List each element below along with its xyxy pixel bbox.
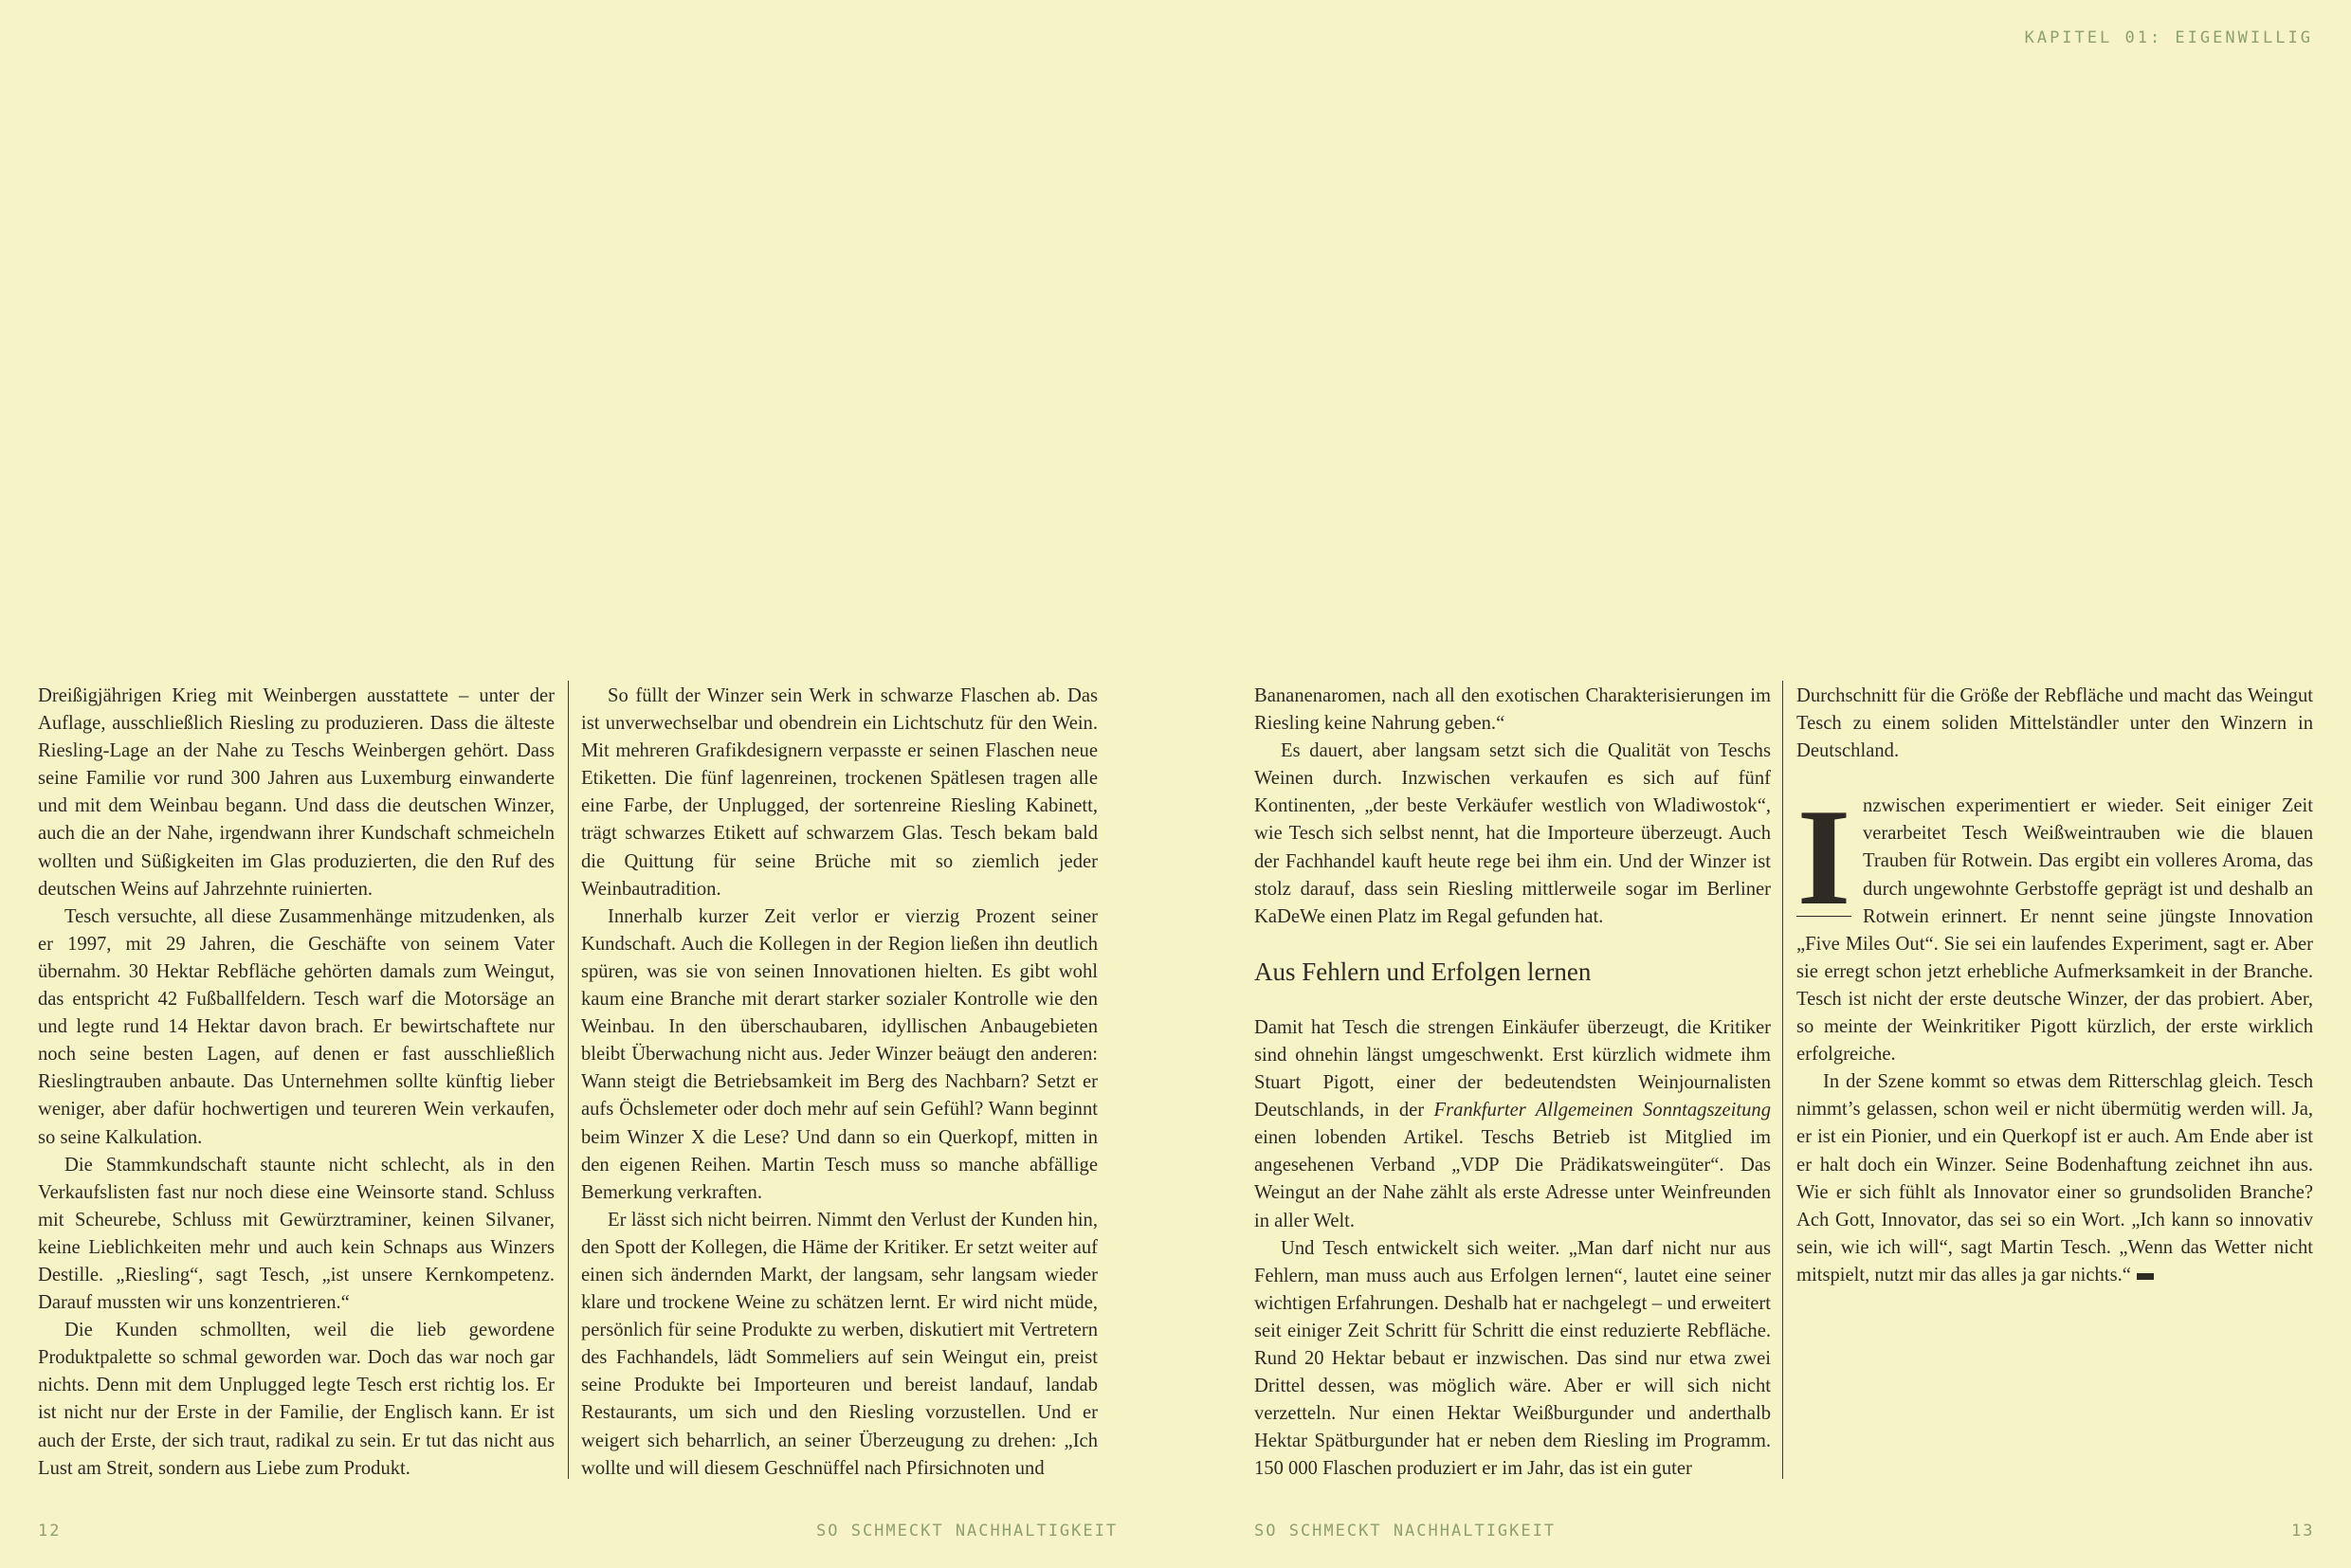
body-paragraph (1796, 1068, 2313, 1289)
body-paragraph: Bananenaromen, nach all den exotischen Charakterisierungen im Riesling keine Nahrung geben.“ (1254, 685, 1771, 735)
text-column-4 (1796, 683, 2313, 1289)
body-paragraph: Tesch versuchte, all diese Zusammenhänge mitzudenken, als er 1997, mit 29 Jahren, die Geschäfte von seinem Vater übernahm. 30 Hektar Rebfläche gehörten damals zum Weingut, das entspricht 42 Fußballfeldern. Tesch warf die Motorsäge an und legte rund 14 Hektar davon brach. Er bewirtschaftete nur noch seine besten Lagen, auf denen er fast ausschließlich Rieslingtrauben anbaute. Das Unternehmen sollte künftig lieber weniger, aber dafür hochwertigen und teureren Wein verkaufen, so seine Kalkulation. (38, 905, 555, 1148)
body-paragraph: Und Tesch entwickelt sich weiter. „Man darf nicht nur aus Fehlern, man muss auch aus Erfolgen lernen“, lautet eine seiner wichtigen Erfahrungen. Deshalb hat er nachgelegt – und erweitert seit einiger Zeit Schritt für Schritt die einst reduzierte Rebfläche. Rund 20 Hektar bebaut er inzwischen. Das sind nur etwa zwei Drittel dessen, was möglich wäre. Aber er will sich nicht verzetteln. Nur einen Hektar Weißburgunder und anderthalb Hektar Spätburgunder hat er neben dem Riesling im Programm. 150 000 Flaschen produziert er im Jahr, das ist ein guter (1254, 1237, 1771, 1480)
text-column-2 (581, 683, 1098, 1483)
footer-title-right: SO SCHMECKT NACHHALTIGKEIT (1254, 1522, 1557, 1541)
text-column-1 (38, 683, 555, 1483)
body-paragraph: Innerhalb kurzer Zeit verlor er vierzig Prozent seiner Kundschaft. Auch die Kollegen in der Region ließen ihn deutlich spüren, was sie von seinen Innovationen hielten. Es gibt wohl kaum eine Branche mit derart starker sozialer Kontrolle wie den Weinbau. In den überschaubaren, idyllischen Anbaugebieten bleibt Überwachung nicht aus. Jeder Winzer beäugt den anderen: Wann steigt die Betriebsamkeit im Berg des Nachbarn? Setzt er aufs Öchslemeter oder doch mehr auf sein Gefühl? Wann beginnt beim Winzer X die Lese? Und dann so ein Querkopf, mitten in den eigenen Reihen. Martin Tesch muss so manche abfällige Bemerkung verkraften. (581, 905, 1098, 1203)
end-mark (2137, 1273, 2154, 1280)
dropcap-paragraph (1796, 780, 2313, 1068)
body-paragraph: Die Kunden schmollten, weil die lieb gewordene Produktpalette so schmal geworden war. Doch das war noch gar nichts. Denn mit dem Unplugged legte Tesch erst richtig los. Er ist nicht nur der Erste in der Familie, der Englisch kann. Er ist auch der Erste, der sich traut, radikal zu sein. Er tut das nicht aus Lust am Streit, sondern aus Liebe zum Produkt. (38, 1320, 555, 1479)
body-text: Damit hat Tesch die strengen Einkäufer überzeugt, die Kritiker sind ohnehin längst umgeschwenkt. Erst kürzlich widmete ihm Stuart Pigott, einer der bedeutendsten Weinjournalisten Deutschlands, in der (1254, 1016, 1771, 1121)
footer-title-left: SO SCHMECKT NACHHALTIGKEIT (816, 1522, 1119, 1541)
dropcap-block (1796, 780, 1851, 935)
column-divider (568, 681, 569, 1479)
running-head: KAPITEL 01: EIGENWILLIG (2024, 28, 2313, 47)
text-column-3 (1254, 683, 1771, 1483)
body-paragraph: Durchschnitt für die Größe der Rebfläche und macht das Weingut Tesch zu einem soliden Mittelständler unter den Winzern in Deutschland. (1796, 685, 2313, 762)
body-paragraph (1254, 1014, 1771, 1235)
body-paragraph: So füllt der Winzer sein Werk in schwarze Flaschen ab. Das ist unverwechselbar und obendrein ein Lichtschutz für den Wein. Mit mehreren Grafikdesignern verpasste er seinen Flaschen neue Etiketten. Die fünf lagenreinen, trockenen Spätlesen tragen alle eine Farbe, der Unplugged, der sortenreine Riesling Kabinett, trägt schwarzes Etikett auf schwarzem Glas. Tesch bekam bald die Quittung für seine Brüche mit so ziemlich jeder Weinbautradition. (581, 685, 1098, 900)
column-divider (1782, 681, 1783, 1479)
page-number-left: 12 (38, 1522, 62, 1541)
section-subheading: Aus Fehlern und Erfolgen lernen (1254, 957, 1592, 986)
publication-title: Frankfurter Allgemeinen Sonntagszeitung (1433, 1100, 1771, 1121)
body-paragraph: Die Stammkundschaft staunte nicht schlecht, als in den Verkaufslisten fast nur noch diese eine Weinsorte stand. Schluss mit Scheurebe, Schluss mit Gewürztraminer, keinen Silvaner, keine Lieblichkeiten mehr und auch kein Schnaps aus Winzers Destille. „Riesling“, sagt Tesch, „ist unsere Kernkompetenz. Darauf mussten wir uns konzentrieren.“ (38, 1154, 555, 1314)
body-text: einen lobenden Artikel. Teschs Betrieb ist Mitglied im angesehenen Verband „VDP Die Prädikatsweingüter“. Das Weingut an der Nahe zählt als erste Adresse unter Weinfreunden in aller Welt. (1254, 1127, 1771, 1231)
dropcap-letter: I (1796, 780, 1851, 935)
body-text: In der Szene kommt so etwas dem Ritterschlag gleich. Tesch nimmt’s gelassen, schon weil er nicht übermütig werden will. Ja, er ist ein Pionier, und ein Querkopf ist er auch. Am Ende aber ist er halt doch ein Winzer. Seine Bodenhaftung zeichnet ihn aus. Wie er sich fühlt als Innovator einer so grundsoliden Branche? Ach Gott, Innovator, das sei so ein Wort. „Ich kann so innovativ sein, wie ich will“, sagt Martin Tesch. „Wenn das Wetter nicht mitspielt, nutzt mir das alles ja gar nichts.“ (1796, 1071, 2313, 1285)
page-number-right: 13 (2291, 1522, 2315, 1541)
body-paragraph: Er lässt sich nicht beirren. Nimmt den Verlust der Kunden hin, den Spott der Kollegen, die Häme der Kritiker. Er setzt weiter auf einen sich ändernden Markt, der langsam, sehr langsam wieder klare und trockene Weine zu schätzen lernt. Er wird nicht müde, persönlich für seine Produkte zu werben, diskutiert mit Vertretern des Fachhandels, lädt Sommeliers auf sein Weingut ein, preist seine Produkte bei Importeuren und bereist landauf, landab Restaurants, um sich und den Riesling vorzustellen. Und er weigert sich beharrlich, an seiner Überzeugung zu drehen: „Ich wollte und will diesem Geschnüffel nach Pfirsichnoten und (581, 1209, 1098, 1479)
body-paragraph: Es dauert, aber langsam setzt sich die Qualität von Teschs Weinen durch. Inzwischen verkaufen es sich auf fünf Kontinenten, „der beste Verkäufer westlich von Wladiwostok“, wie Tesch sich selbst nennt, hat die Importeure überzeugt. Auch der Fachhandel kauft heute rege bei ihm ein. Und der Winzer ist stolz darauf, dass sein Riesling mittlerweile sogar im Berliner KaDeWe einen Platz im Regal gefunden hat. (1254, 740, 1771, 927)
body-paragraph: Dreißigjährigen Krieg mit Weinbergen ausstattete – unter der Auflage, ausschließlich Riesling zu produzieren. Dass die älteste Riesling-Lage an der Nahe zu Teschs Weinbergen gehört. Dass seine Familie vor rund 300 Jahren aus Luxemburg einwanderte und mit dem Weinbau begann. Und dass die deutschen Winzer, auch die an der Nahe, irgendwann ihrer Kundschaft schmeicheln wollten und Süßigkeiten im Glas produzierten, die den Ruf des deutschen Weins auf Jahrzehnte ruinierten. (38, 685, 555, 900)
body-text: nzwischen experimentiert er wieder. Seit einiger Zeit verarbeitet Tesch Weißweintrauben wie die blauen Trauben für Rotwein. Das ergibt ein volleres Aroma, das durch ungewohnte Gerbstoffe geprägt ist und deshalb an Rotwein erinnert. Er nennt seine jüngste Innovation „Five Miles Out“. Sie sei ein laufendes Experiment, sagt er. Aber sie erregt schon jetzt erhebliche Aufmerksamkeit in der Branche. Tesch ist nicht der erste deutsche Winzer, der das probiert. Aber, so meinte der Weinkritiker Pigott kürzlich, der erste wirklich erfolgreiche. (1796, 795, 2313, 1066)
